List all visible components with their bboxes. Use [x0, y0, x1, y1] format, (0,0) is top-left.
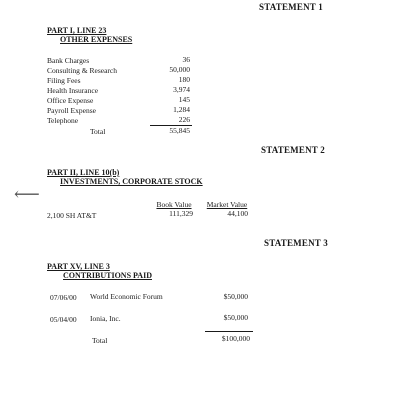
statement-1-heading-line1: PART I, LINE 23: [47, 26, 107, 35]
book-value-header: Book Value: [156, 200, 192, 209]
expense-amount: 1,284: [173, 105, 190, 114]
expense-name: Bank Charges: [47, 56, 90, 65]
statement-1-heading-line2: OTHER EXPENSES: [60, 35, 133, 44]
total-rule: [205, 331, 253, 332]
statement-1-label: STATEMENT 1: [259, 2, 323, 12]
total-label: Total: [90, 127, 106, 136]
expense-amount: 226: [178, 115, 190, 124]
contribution-amount: $50,000: [223, 313, 248, 322]
expense-name: Filing Fees: [47, 76, 81, 85]
contribution-date: 05/04/00: [50, 315, 77, 324]
expense-name: Health Insurance: [47, 86, 99, 95]
market-value-header: Market Value: [206, 200, 248, 209]
statement-3-heading-line1: PART XV, LINE 3: [47, 262, 110, 271]
margin-arrow-mark: ⟵: [14, 184, 40, 204]
expense-amount: 3,974: [173, 85, 190, 94]
expense-amount: 180: [178, 75, 190, 84]
expense-amount: 50,000: [169, 65, 190, 74]
expense-name: Payroll Expense: [47, 106, 96, 115]
statement-2-heading-line2: INVESTMENTS, CORPORATE STOCK: [60, 177, 203, 186]
statement-2-heading-line1: PART II, LINE 10(b): [47, 168, 120, 177]
contribution-amount: $50,000: [223, 292, 248, 301]
contributions-total-label: Total: [92, 336, 108, 345]
statement-3-label: STATEMENT 3: [264, 238, 328, 248]
investment-market-value: 44,100: [227, 209, 248, 218]
statement-3-heading-line2: CONTRIBUTIONS PAID: [63, 271, 152, 280]
contribution-recipient: World Economic Forum: [90, 292, 163, 301]
total-amount: 55,845: [169, 126, 190, 135]
contribution-recipient: Ionia, Inc.: [90, 314, 121, 323]
expense-amount: 36: [182, 55, 190, 64]
investment-name: 2,100 SH AT&T: [47, 211, 97, 220]
contributions-total-amount: $100,000: [221, 334, 250, 343]
expense-amount: 145: [178, 95, 190, 104]
contribution-date: 07/06/00: [50, 293, 77, 302]
statement-2-label: STATEMENT 2: [261, 145, 325, 155]
expense-name: Office Expense: [47, 96, 94, 105]
expense-name: Consulting & Research: [47, 66, 117, 75]
investment-book-value: 111,329: [169, 209, 193, 218]
expense-name: Telephone: [47, 116, 79, 125]
